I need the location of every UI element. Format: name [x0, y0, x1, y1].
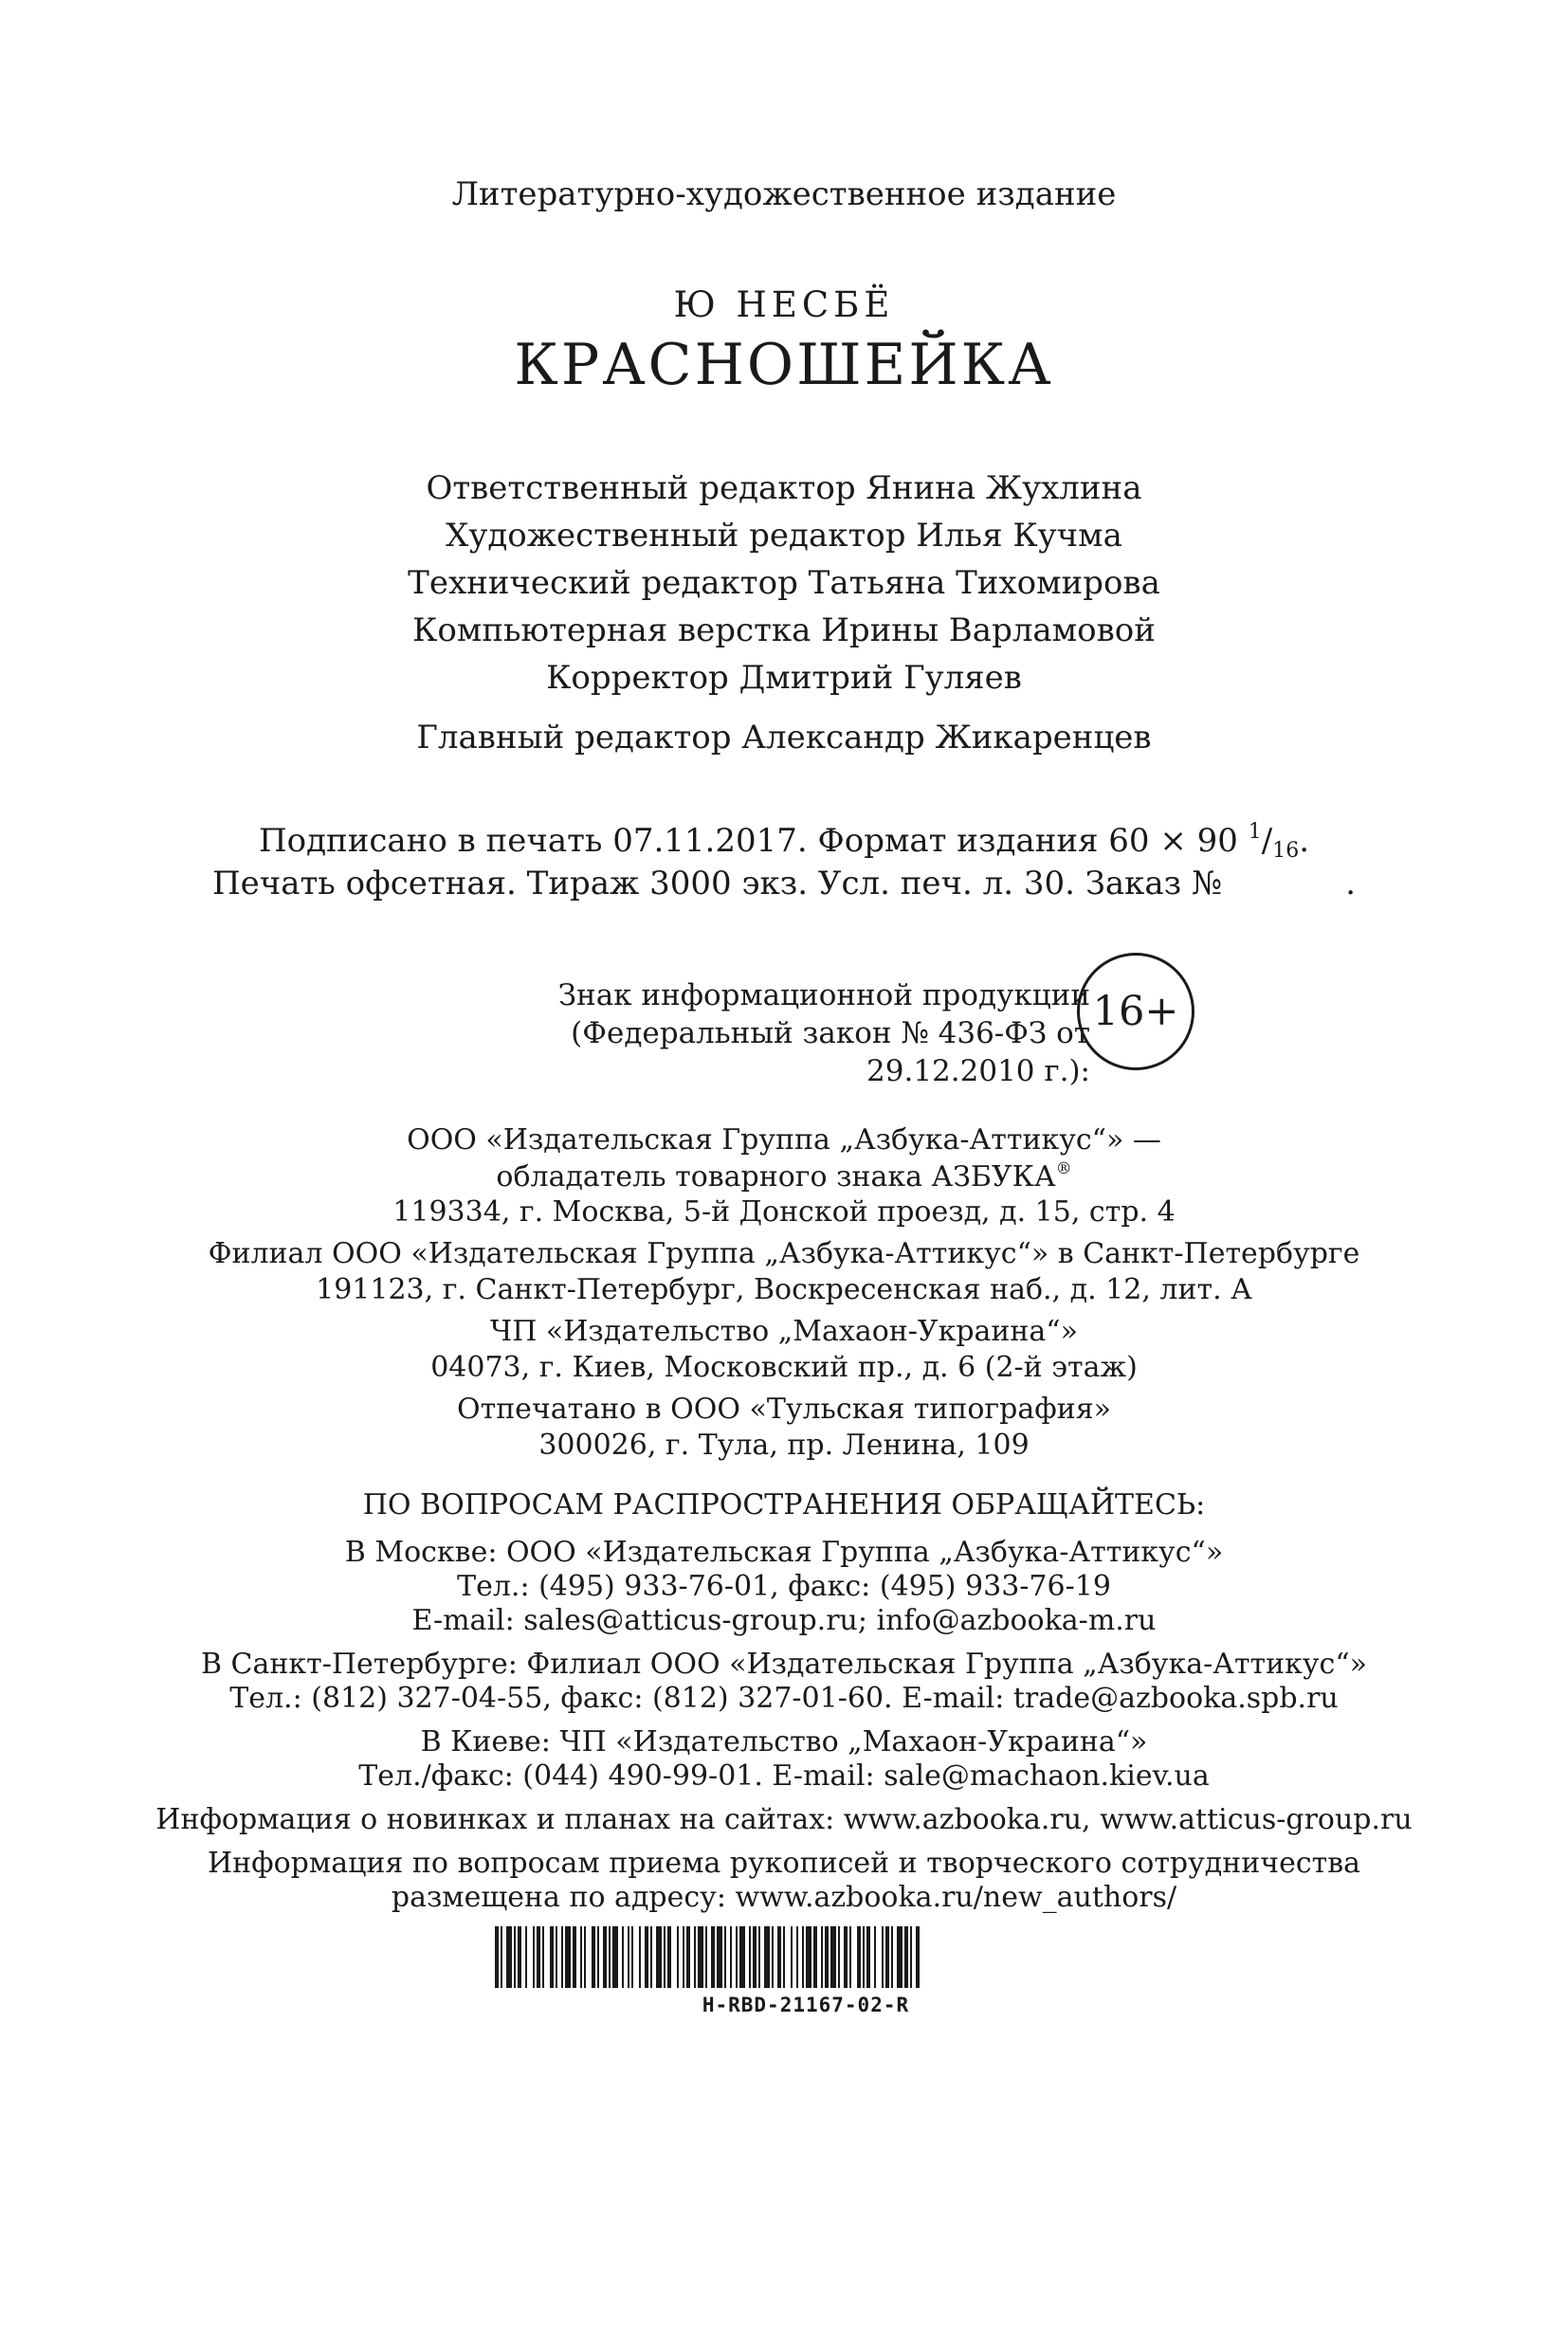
- barcode-bar: [806, 1926, 811, 1988]
- barcode-bar: [749, 1926, 751, 1988]
- barcode-bar: [656, 1926, 662, 1988]
- barcode-bar: [758, 1926, 760, 1988]
- barcode-bar: [584, 1926, 586, 1988]
- barcode-bar: [565, 1926, 571, 1988]
- barcode-bar: [525, 1926, 527, 1988]
- barcode-bar: [612, 1926, 618, 1988]
- barcode-bar: [863, 1926, 865, 1988]
- barcode-bar: [622, 1926, 624, 1988]
- contact-moscow: В Москве: ООО «Издательская Группа „Азбука-Аттикус“»: [344, 1536, 1224, 1569]
- barcode: [495, 1926, 1116, 1988]
- barcode-bar: [639, 1926, 641, 1988]
- barcode-bar: [739, 1926, 745, 1988]
- staff-line: Художественный редактор Илья Кучма: [446, 517, 1122, 555]
- barcode-bar: [518, 1926, 521, 1988]
- barcode-code: H-RBD-21167-02-R: [702, 1994, 910, 2016]
- barcode-bar: [838, 1926, 840, 1988]
- barcode-bar: [813, 1926, 817, 1988]
- age-mark-line-1: Знак информационной продукции: [557, 978, 1090, 1012]
- branch-spb-line: Филиал ООО «Издательская Группа „Азбука-Аттикус“» в Санкт-Петербурге: [208, 1237, 1360, 1270]
- manuscripts-address: размещена по адресу: www.azbooka.ru/new_authors/: [391, 1881, 1177, 1914]
- genre-label: Литературно-художественное издание: [451, 175, 1117, 213]
- distribution-heading: ПО ВОПРОСАМ РАСПРОСТРАНЕНИЯ ОБРАЩАЙТЕСЬ:: [362, 1488, 1206, 1522]
- barcode-bar: [603, 1926, 607, 1988]
- publisher-trademark: обладатель товарного знака АЗБУКА: [496, 1160, 1056, 1194]
- barcode-bar: [573, 1926, 576, 1988]
- print-data-line-2: [0, 865, 1568, 902]
- barcode-bar: [764, 1926, 770, 1988]
- contact-spb: В Санкт-Петербурге: Филиал ООО «Издательская Группа „Азбука-Аттикус“»: [200, 1648, 1368, 1681]
- barcode-bar: [844, 1926, 848, 1988]
- contact-kiev-phone: Тел./факс: (044) 490-99-01. E-mail: sale@machaon.kiev.ua: [358, 1759, 1210, 1793]
- staff-line: Технический редактор Татьяна Тихомирова: [408, 564, 1160, 602]
- contact-spb-phone: Тел.: (812) 327-04-55, факс: (812) 327-01-60. E-mail: trade@azbooka.spb.ru: [229, 1682, 1339, 1715]
- barcode-bar: [506, 1926, 512, 1988]
- barcode-bar: [730, 1926, 732, 1988]
- manuscripts-line: Информация по вопросам приема рукописей и творческого сотрудничества: [207, 1847, 1361, 1880]
- chief-editor-line: Главный редактор Александр Жикаренцев: [416, 719, 1152, 756]
- barcode-bar: [631, 1926, 633, 1988]
- barcode-bar: [501, 1926, 502, 1988]
- barcode-bar: [677, 1926, 679, 1988]
- barcode-bar: [866, 1926, 870, 1988]
- format-fraction-denominator: 16: [1272, 839, 1300, 863]
- barcode-bar: [910, 1926, 912, 1988]
- print-data-main: Подписано в печать 07.11.2017. Формат издания 60 × 90: [258, 822, 1238, 860]
- staff-line: Корректор Дмитрий Гуляев: [546, 659, 1022, 697]
- barcode-bar: [645, 1926, 648, 1988]
- age-rating-badge: [1077, 953, 1194, 1070]
- barcode-bar: [550, 1926, 554, 1988]
- barcode-bar: [686, 1926, 690, 1988]
- book-title: КРАСНОШЕЙКА: [514, 332, 1054, 398]
- barcode-bar: [537, 1926, 540, 1988]
- barcode-bar: [533, 1926, 535, 1988]
- barcode-bar: [825, 1926, 829, 1988]
- barcode-bar: [802, 1926, 804, 1988]
- barcode-bar: [561, 1926, 563, 1988]
- branch-spb-address: 191123, г. Санкт-Петербург, Воскресенская наб., д. 12, лит. А: [316, 1273, 1252, 1306]
- print-data-run: Печать офсетная. Тираж 3000 экз. Усл. печ. л. 30. Заказ №: [211, 865, 1223, 902]
- barcode-bar: [542, 1926, 544, 1988]
- age-mark-text: [408, 976, 1090, 1090]
- barcode-bar: [683, 1926, 684, 1988]
- barcode-bar: [705, 1926, 707, 1988]
- barcode-bar: [772, 1926, 774, 1988]
- barcode-bar: [724, 1926, 726, 1988]
- printer-line: Отпечатано в ООО «Тульская типография»: [457, 1393, 1111, 1426]
- barcode-bar: [791, 1926, 793, 1988]
- barcode-bar: [664, 1926, 665, 1988]
- barcode-bar: [882, 1926, 884, 1988]
- barcode-bar: [592, 1926, 595, 1988]
- barcode-bar: [667, 1926, 671, 1988]
- barcode-bar: [849, 1926, 851, 1988]
- barcode-bar: [717, 1926, 722, 1988]
- barcode-bar: [495, 1926, 499, 1988]
- barcode-bar: [916, 1926, 920, 1988]
- format-fraction-numerator: 1: [1248, 820, 1262, 844]
- barcode-bar: [891, 1926, 893, 1988]
- publisher-trademark-line: [0, 1159, 1568, 1194]
- branch-kiev-line: ЧП «Издательство „Махаон-Украина“»: [490, 1315, 1078, 1348]
- barcode-bar: [821, 1926, 823, 1988]
- barcode-bar: [580, 1926, 582, 1988]
- barcode-bar: [796, 1926, 798, 1988]
- barcode-bar: [830, 1926, 836, 1988]
- barcode-bar: [609, 1926, 611, 1988]
- barcode-bar: [874, 1926, 876, 1988]
- barcode-bar: [650, 1926, 652, 1988]
- author-name: Ю НЕСБЁ: [673, 284, 895, 325]
- barcode-bar: [698, 1926, 703, 1988]
- age-rating-value: 16+: [1092, 988, 1179, 1035]
- barcode-bar: [556, 1926, 557, 1988]
- barcode-bar: [753, 1926, 757, 1988]
- print-data-line-1: Подписано в печать 07.11.2017. Формат издания 60 × 90 $^1/_{16}$.: [258, 820, 1310, 863]
- barcode-bar: [857, 1926, 861, 1988]
- barcode-bar: [897, 1926, 903, 1988]
- contact-moscow-phone: Тел.: (495) 933-76-01, факс: (495) 933-76-19: [457, 1570, 1111, 1603]
- barcode-bar: [694, 1926, 696, 1988]
- barcode-bar: [736, 1926, 738, 1988]
- printer-address: 300026, г. Тула, пр. Ленина, 109: [538, 1429, 1030, 1462]
- websites-line: Информация о новинках и планах на сайтах: www.azbooka.ru, www.atticus-group.ru: [155, 1803, 1413, 1836]
- barcode-bar: [711, 1926, 715, 1988]
- barcode-bar: [904, 1926, 908, 1988]
- publisher-line: ООО «Издательская Группа „Азбука-Аттикус“» —: [407, 1123, 1161, 1157]
- contact-moscow-email: E-mail: sales@atticus-group.ru; info@azbooka-m.ru: [411, 1604, 1157, 1637]
- barcode-bar: [885, 1926, 889, 1988]
- age-mark-line-2: (Федеральный закон № 436-ФЗ от 29.12.2010 г.):: [571, 1016, 1090, 1088]
- barcode-bar: [777, 1926, 781, 1988]
- contact-kiev: В Киеве: ЧП «Издательство „Махаон-Украина“»: [420, 1725, 1148, 1759]
- staff-line: Компьютерная верстка Ирины Варламовой: [412, 611, 1156, 649]
- branch-kiev-address: 04073, г. Киев, Московский пр., д. 6 (2-й этаж): [430, 1351, 1138, 1384]
- registered-mark: ®: [1055, 1159, 1072, 1178]
- publisher-address: 119334, г. Москва, 5-й Донской проезд, д. 15, стр. 4: [392, 1195, 1176, 1229]
- print-data-end: .: [1345, 865, 1357, 902]
- barcode-bar: [628, 1926, 629, 1988]
- barcode-bar: [514, 1926, 516, 1988]
- barcode-bar: [597, 1926, 599, 1988]
- staff-line: Ответственный редактор Янина Жухлина: [426, 469, 1142, 507]
- barcode-bar: [783, 1926, 785, 1988]
